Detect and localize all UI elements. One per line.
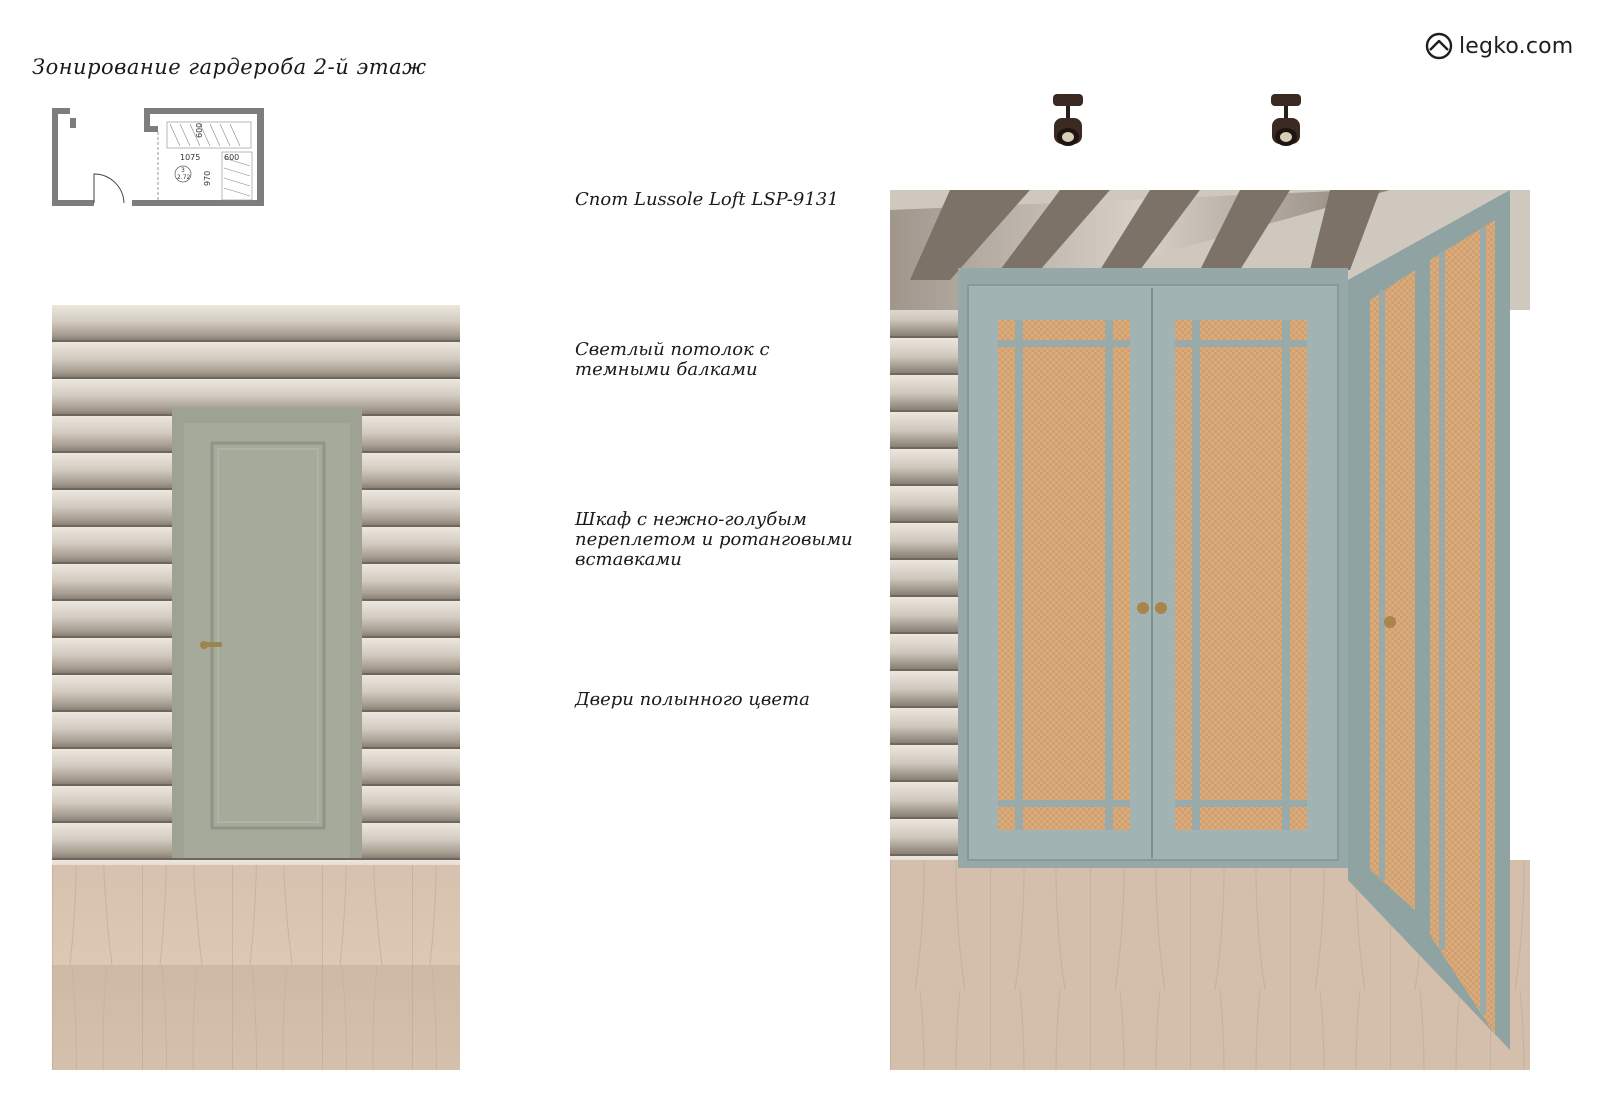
logo-text: legko.com [1459,33,1574,59]
logo[interactable] [1425,28,1573,64]
note-door: Двери полынного цвета [575,689,810,710]
house-in-circle-icon [1425,32,1453,60]
note-spotlight: Спот Lussole Loft LSP-9131 [575,189,839,210]
plan-room-number: 3 [181,167,185,174]
wardrobe-render [890,190,1530,1070]
note-wardrobe: Шкаф с нежно-голубым переплетом и ротанговыми вставками [575,509,853,570]
page-title: Зонирование гардероба 2-й этаж [32,55,427,79]
spotlight-icon [1263,92,1309,154]
plan-dim-height: 970 [203,170,212,186]
spotlight-icon [1045,92,1091,154]
plan-dim-depth-top: 600 [195,122,204,138]
plan-room-area: 2.72 [177,174,191,181]
plan-dim-depth-bottom: 600 [224,153,240,162]
plan-dim-width: 1075 [180,153,201,162]
floor-plan [52,108,264,212]
note-ceiling: Светлый потолок с темными балками [575,339,770,380]
door-render [52,305,460,1070]
